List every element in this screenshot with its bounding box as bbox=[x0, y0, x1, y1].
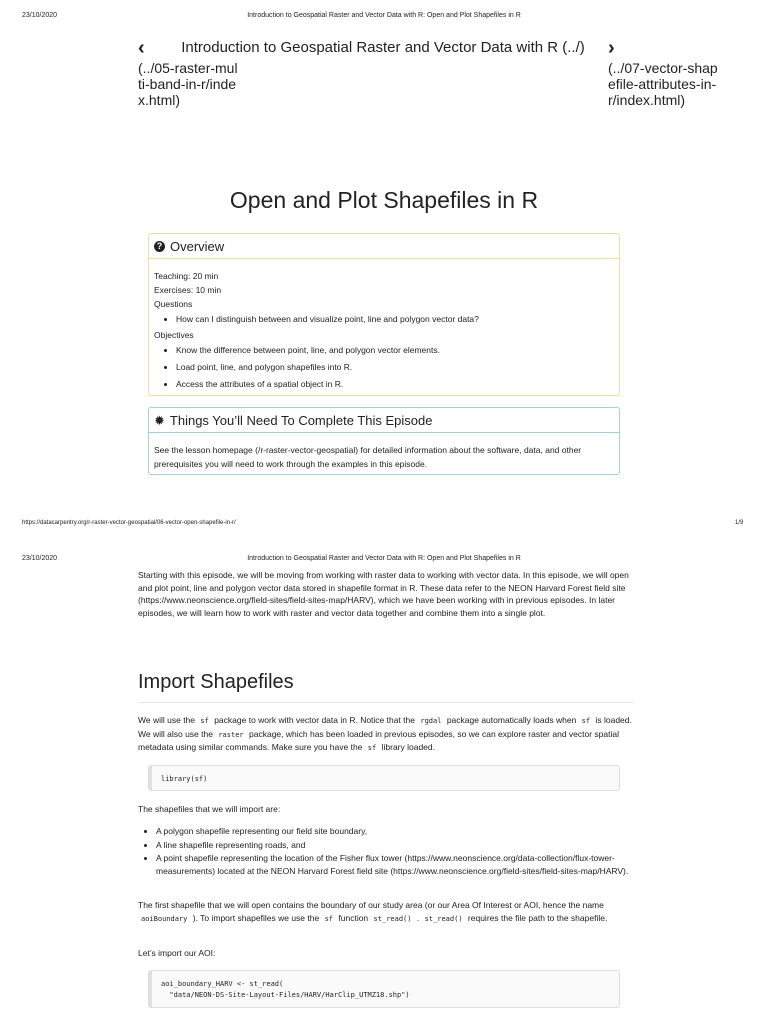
inline-code: sf bbox=[581, 717, 591, 725]
inline-code: rgdal bbox=[420, 717, 442, 725]
text-run: is loaded. We will also use the bbox=[138, 715, 632, 739]
text-run: package to work with vector data in R. Notice that the bbox=[214, 715, 415, 725]
overview-callout bbox=[148, 233, 620, 396]
inline-code: sf bbox=[324, 914, 334, 923]
next-episode-url[interactable]: (../07-vector-shapefile-attributes-in-r/index.html) bbox=[608, 60, 718, 108]
list-item: • A line shapefile representing roads, and bbox=[156, 839, 652, 852]
shapefiles-list bbox=[138, 825, 652, 878]
text-run: function bbox=[338, 912, 369, 923]
inline-code: st_read() bbox=[424, 914, 463, 923]
code-block-library[interactable] bbox=[148, 765, 620, 791]
intro-paragraph: Starting with this episode, we will be moving from working with raster data to working with vector data. In this episode, we will open and plot point, line and polygon vector data stored in shapefile format in R. These data refer to the NEON Harvard Forest field site (https://www.neonscience.org/field-sites/field-sites-map/HARV), which we have been working with in previous episodes. In later episodes, we will learn how to work with raster and vector data together and combine them into a single plot. bbox=[138, 570, 629, 618]
objectives-label: Objectives bbox=[154, 330, 194, 340]
text-run: ). To import shapefiles we use the bbox=[192, 912, 320, 923]
previous-episode-url[interactable]: (../05-raster-multi-band-in-r/index.html) bbox=[138, 60, 238, 108]
print-date: 23/10/2020 bbox=[22, 555, 58, 562]
questions-list bbox=[154, 311, 614, 328]
teaching-time: Teaching: 20 min bbox=[154, 271, 219, 281]
list-item: • A point shapefile representing the location of the Fisher flux tower (https://www.neonscience.org/data-collection/flux-tower-measurements) located at the NEON Harvard Forest field site (https://www.neonscience.org/field-sites/field-sites-map/HARV). bbox=[156, 852, 652, 877]
shapefiles-intro: The shapefiles that we will import are: bbox=[138, 804, 281, 814]
list-item: • Access the attributes of a spatial object in R. bbox=[176, 376, 614, 393]
text-run: requires the file path to the shapefile. bbox=[467, 912, 608, 923]
prereq-heading: Things You’ll Need To Complete This Episode bbox=[169, 412, 433, 428]
certificate-icon: ✹ bbox=[154, 412, 165, 428]
text-run: We will use the bbox=[138, 715, 196, 725]
code-block-st-read[interactable] bbox=[148, 970, 620, 1008]
code-text[interactable]: aoi_boundary_HARV <- st_read( "data/NEON-DS-Site-Layout-Files/HARV/HarClip_UTMZ18.shp") bbox=[161, 980, 410, 999]
prereq-callout bbox=[148, 407, 620, 475]
code-text[interactable]: library(sf) bbox=[161, 775, 208, 783]
text-run: package automatically loads when bbox=[446, 715, 577, 725]
question-circle-icon: ? bbox=[154, 241, 165, 252]
objectives-list bbox=[154, 342, 614, 393]
overview-heading: Overview bbox=[170, 238, 225, 254]
section-heading: Import Shapefiles bbox=[138, 671, 634, 703]
list-item: • How can I distinguish between and visualize point, line and polygon vector data? bbox=[176, 311, 614, 328]
overview-body bbox=[149, 259, 619, 393]
text-run: package, which has been loaded in previous episodes, so we can explore raster and vector spatial metadata using similar commands. Make sure you have the bbox=[138, 728, 619, 752]
prereq-body: See the lesson homepage (/r-raster-vector-geospatial) for detailed information about the software, data, and other prerequisites you will need to work through the examples in this episode. bbox=[154, 445, 582, 469]
inline-code: sf bbox=[200, 717, 209, 725]
print-page-number: 1/9 bbox=[735, 520, 744, 526]
next-episode-link[interactable] bbox=[608, 38, 718, 108]
print-title: Introduction to Geospatial Raster and Vector Data with R: Open and Plot Shapefiles in R bbox=[247, 12, 521, 19]
chevron-left-icon: ‹ bbox=[138, 37, 145, 59]
inline-code: raster bbox=[218, 730, 244, 739]
sf-package-paragraph bbox=[138, 714, 634, 755]
inline-code: aoiBoundary bbox=[141, 914, 188, 923]
list-item: • Load point, line, and polygon shapefiles into R. bbox=[176, 359, 614, 376]
text-run: The first shapefile that we will open contains the boundary of our study area (or our Area Of Interest or AOI, hence the name bbox=[138, 900, 604, 910]
chevron-right-icon: › bbox=[608, 37, 615, 59]
inline-code: st_read() bbox=[373, 914, 412, 923]
print-date: 23/10/2020 bbox=[22, 12, 58, 19]
inline-code: sf bbox=[367, 744, 377, 752]
list-item: • A polygon shapefile representing our field site boundary, bbox=[156, 825, 652, 838]
questions-label: Questions bbox=[154, 299, 193, 309]
list-item: • Know the difference between point, line, and polygon vector elements. bbox=[176, 342, 614, 359]
print-title: Introduction to Geospatial Raster and Vector Data with R: Open and Plot Shapefiles in R bbox=[247, 555, 521, 562]
exercises-time: Exercises: 10 min bbox=[154, 285, 222, 295]
prereq-header bbox=[149, 408, 619, 433]
text-run: library loaded. bbox=[381, 742, 435, 752]
text-run: . bbox=[416, 912, 420, 923]
episode-title: Open and Plot Shapefiles in R bbox=[229, 187, 539, 213]
lesson-home-link[interactable]: Introduction to Geospatial Raster and Vector Data with R (../) bbox=[181, 39, 585, 56]
first-shapefile-paragraph bbox=[138, 899, 634, 925]
import-aoi-label: Let’s import our AOI: bbox=[138, 948, 216, 958]
overview-header bbox=[149, 234, 619, 259]
print-footer-url: https://datacarpentry.org/r-raster-vector-geospatial/06-vector-open-shapefile-in-r/ bbox=[22, 520, 236, 526]
pdf-page-2 bbox=[0, 537, 768, 1024]
